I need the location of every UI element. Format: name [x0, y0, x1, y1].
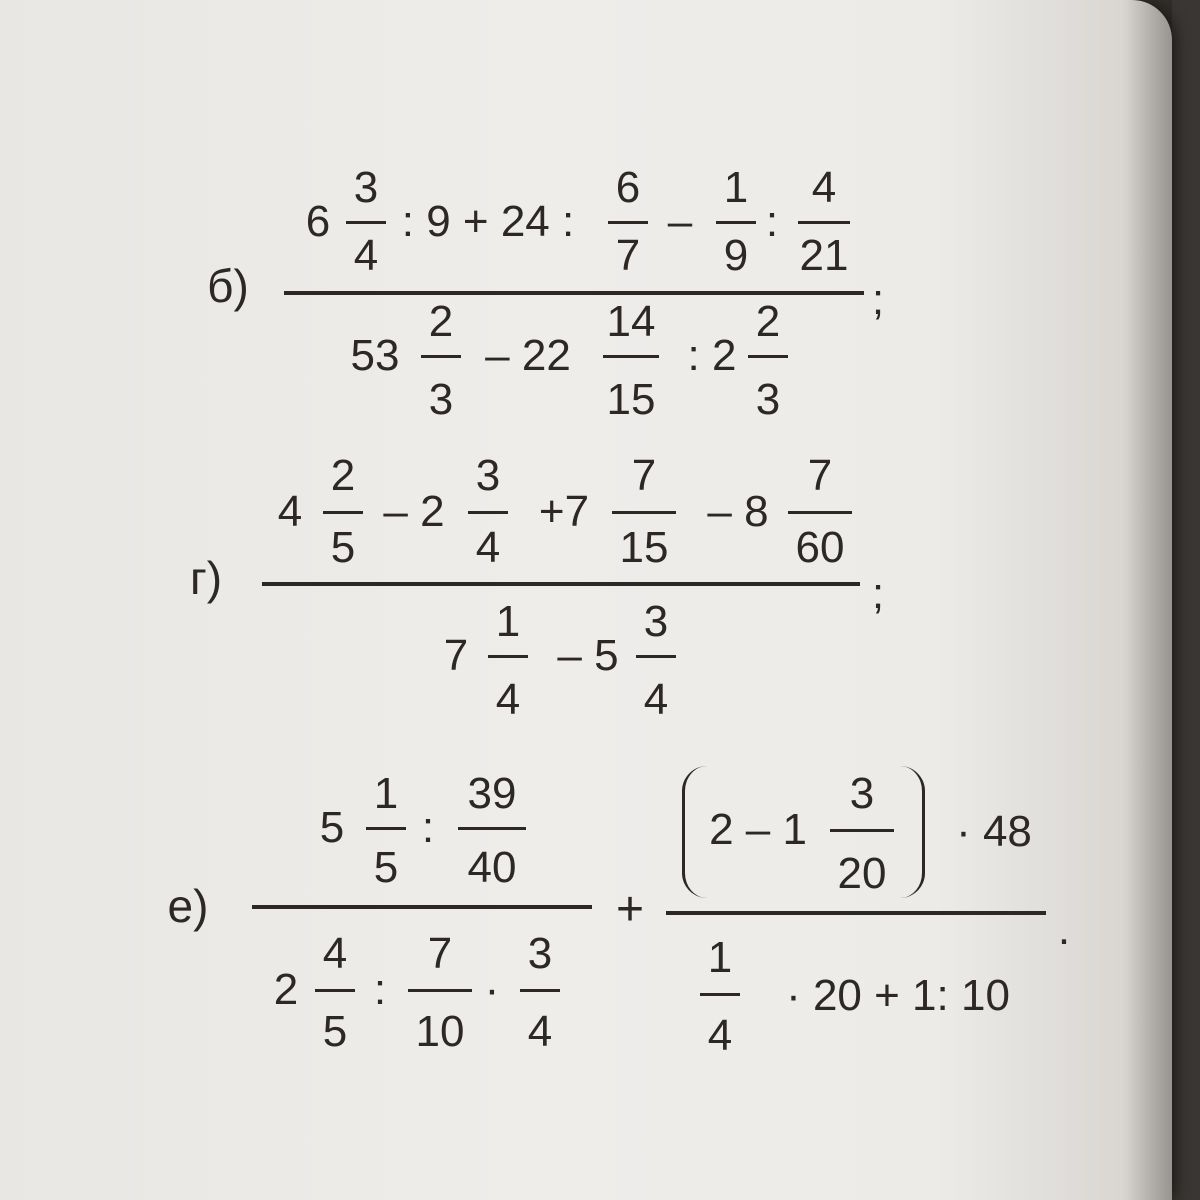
operator-text: – [667, 197, 693, 246]
fraction-numerator: 14 [606, 297, 656, 346]
fraction-denominator: 5 [330, 523, 356, 572]
period: . [1057, 905, 1071, 954]
fraction-bar [830, 829, 894, 832]
fraction-numerator: 3 [475, 451, 501, 500]
operator-text: : [765, 197, 779, 246]
fraction-bar [488, 655, 528, 658]
fraction-denominator: 20 [837, 849, 887, 898]
fraction-denominator: 5 [322, 1007, 348, 1056]
fraction-bar [346, 221, 386, 224]
fraction-bar [603, 355, 659, 358]
operator-text: : 2 [687, 331, 737, 380]
fraction-numerator: 1 [373, 769, 399, 818]
operator-text: – 8 [707, 487, 769, 536]
right-main-fraction-bar [666, 911, 1046, 915]
fraction-denominator: 4 [527, 1007, 553, 1056]
fraction-denominator: 4 [707, 1011, 733, 1060]
operator-text: : 9 + 24 : [401, 197, 575, 246]
operator-text: : [373, 965, 387, 1014]
fraction-numerator: 3 [353, 163, 379, 212]
semicolon: ; [871, 275, 885, 324]
operator-text: 2 – 1 [709, 805, 807, 854]
page-gutter-shadow [1122, 0, 1172, 1200]
fraction-denominator: 4 [643, 675, 669, 724]
problem-b-label: б) [207, 260, 249, 312]
operator-text: · 20 + 1: 10 [786, 971, 1010, 1020]
whole-number: 4 [277, 487, 303, 536]
fraction-denominator: 7 [615, 231, 641, 280]
fraction-numerator: 7 [807, 451, 833, 500]
fraction-numerator: 2 [330, 451, 356, 500]
fraction-bar [323, 511, 363, 514]
fraction-denominator: 4 [353, 231, 379, 280]
problem-g-label: г) [189, 552, 223, 604]
fraction-numerator: 7 [631, 451, 657, 500]
fraction-numerator: 3 [849, 769, 875, 818]
fraction-denominator: 21 [799, 231, 849, 280]
fraction-denominator: 60 [795, 523, 845, 572]
main-fraction-bar [262, 582, 860, 586]
operator-text: – 2 [383, 487, 445, 536]
fraction-denominator: 3 [755, 375, 781, 424]
fraction-bar [636, 655, 676, 658]
fraction-denominator: 40 [467, 843, 517, 892]
operator-text: +7 [538, 487, 590, 536]
whole-number: 53 [350, 331, 400, 380]
operator-text: · [484, 965, 500, 1014]
fraction-denominator: 9 [723, 231, 749, 280]
fraction-bar [716, 221, 756, 224]
main-fraction-bar [284, 291, 864, 295]
fraction-denominator: 10 [415, 1007, 465, 1056]
fraction-numerator: 39 [467, 769, 517, 818]
fraction-denominator: 4 [495, 675, 521, 724]
fraction-bar [315, 989, 355, 992]
operator-text: – 22 [485, 331, 571, 380]
fraction-numerator: 1 [723, 163, 749, 212]
operator-text: – 5 [557, 631, 619, 680]
fraction-denominator: 15 [619, 523, 669, 572]
fraction-bar [468, 511, 508, 514]
whole-number: 2 [273, 965, 299, 1014]
fraction-numerator: 1 [707, 933, 733, 982]
fraction-denominator: 4 [475, 523, 501, 572]
fraction-numerator: 2 [755, 297, 781, 346]
fraction-numerator: 2 [428, 297, 454, 346]
fraction-bar [612, 511, 676, 514]
fraction-bar [421, 355, 461, 358]
fraction-bar [366, 827, 406, 830]
fraction-numerator: 1 [495, 597, 521, 646]
fraction-numerator: 4 [811, 163, 837, 212]
fraction-bar [458, 827, 526, 830]
right-parenthesis [900, 766, 925, 898]
fraction-numerator: 4 [322, 929, 348, 978]
operator-text: : [421, 803, 435, 852]
plus-sign: + [615, 883, 645, 936]
fraction-bar [748, 355, 788, 358]
left-parenthesis [682, 766, 707, 898]
left-main-fraction-bar [252, 905, 592, 909]
fraction-bar [798, 221, 850, 224]
fraction-denominator: 15 [606, 375, 656, 424]
whole-number: 7 [443, 631, 469, 680]
fraction-denominator: 5 [373, 843, 399, 892]
fraction-numerator: 3 [527, 929, 553, 978]
problem-e-label: е) [167, 880, 209, 932]
semicolon: ; [871, 569, 885, 618]
whole-number: 5 [319, 803, 345, 852]
fraction-numerator: 3 [643, 597, 669, 646]
whole-number: 6 [305, 197, 331, 246]
fraction-bar [608, 221, 648, 224]
fraction-bar [520, 989, 560, 992]
fraction-bar [408, 989, 472, 992]
fraction-denominator: 3 [428, 375, 454, 424]
fraction-bar [700, 993, 740, 996]
operator-text: · 48 [956, 807, 1032, 856]
fraction-bar [788, 511, 852, 514]
fraction-numerator: 6 [615, 163, 641, 212]
fraction-numerator: 7 [427, 929, 453, 978]
